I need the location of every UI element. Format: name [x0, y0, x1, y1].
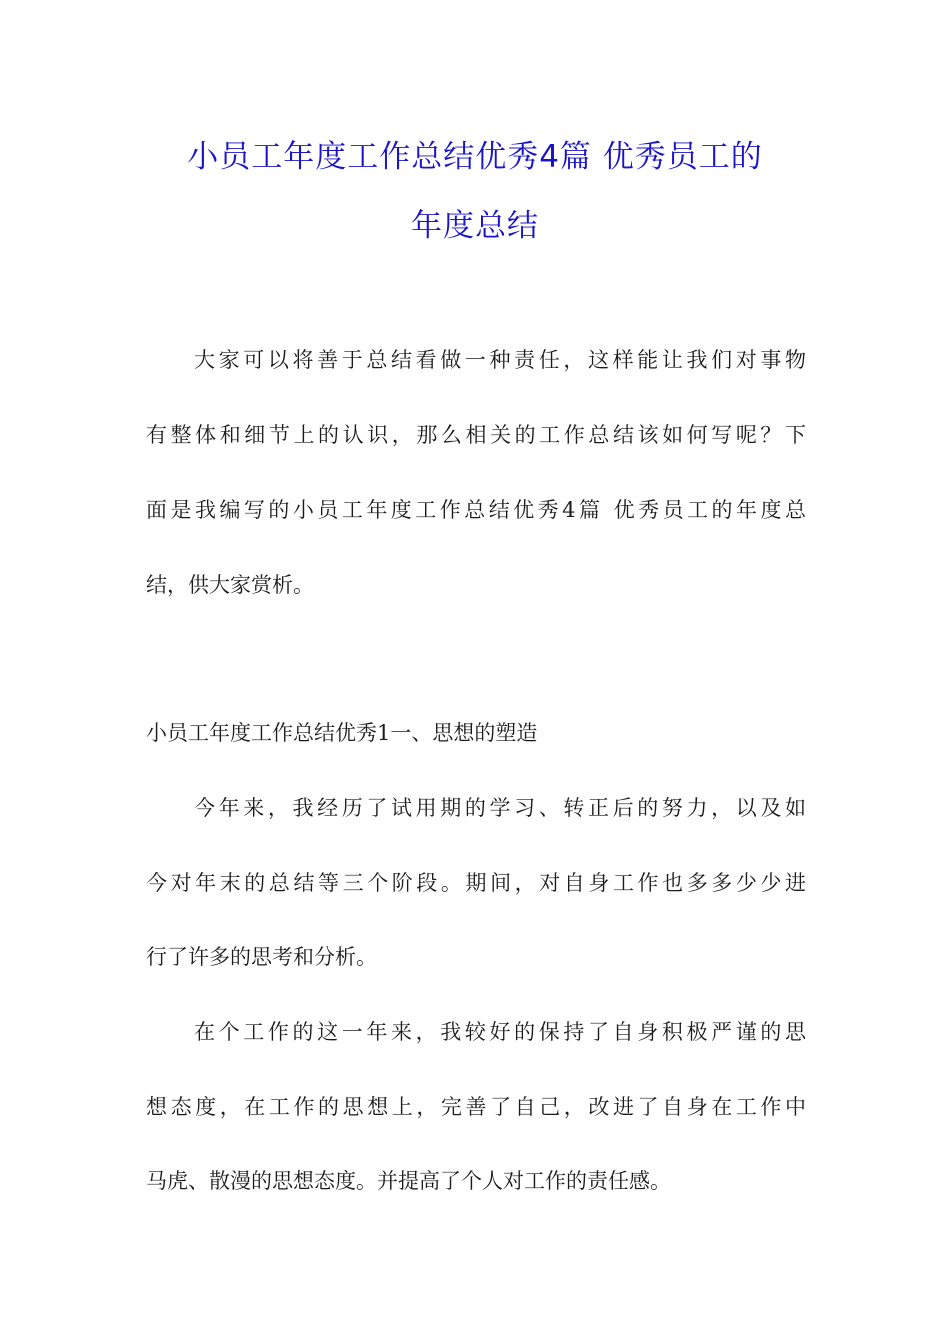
intro-line-3: 面是我编写的小员工年度工作总结优秀4篇 优秀员工的年度总	[146, 498, 806, 522]
paragraph2-line-3: 马虎、散漫的思想态度。并提高了个人对工作的责任感。	[146, 1169, 671, 1193]
paragraph2-line-2: 想态度，在工作的思想上，完善了自己，改进了自身在工作中	[146, 1095, 806, 1119]
intro-line-2: 有整体和细节上的认识，那么相关的工作总结该如何写呢？下	[146, 423, 806, 447]
paragraph1-line-3: 行了许多的思考和分析。	[146, 945, 377, 969]
paragraph1-line-1: 今年来，我经历了试用期的学习、转正后的努力，以及如	[194, 796, 806, 820]
paragraph2-line-1: 在个工作的这一年来，我较好的保持了自身积极严谨的思	[194, 1020, 806, 1044]
paragraph1-line-2: 今对年末的总结等三个阶段。期间，对自身工作也多多少少进	[146, 871, 806, 895]
document-title-line-1: 小员工年度工作总结优秀4篇 优秀员工的	[187, 139, 763, 175]
intro-line-1: 大家可以将善于总结看做一种责任，这样能让我们对事物	[194, 348, 806, 372]
intro-line-4: 结，供大家赏析。	[146, 573, 314, 597]
section-heading: 小员工年度工作总结优秀1一、思想的塑造	[146, 721, 538, 745]
document-title-line-2: 年度总结	[411, 208, 539, 244]
